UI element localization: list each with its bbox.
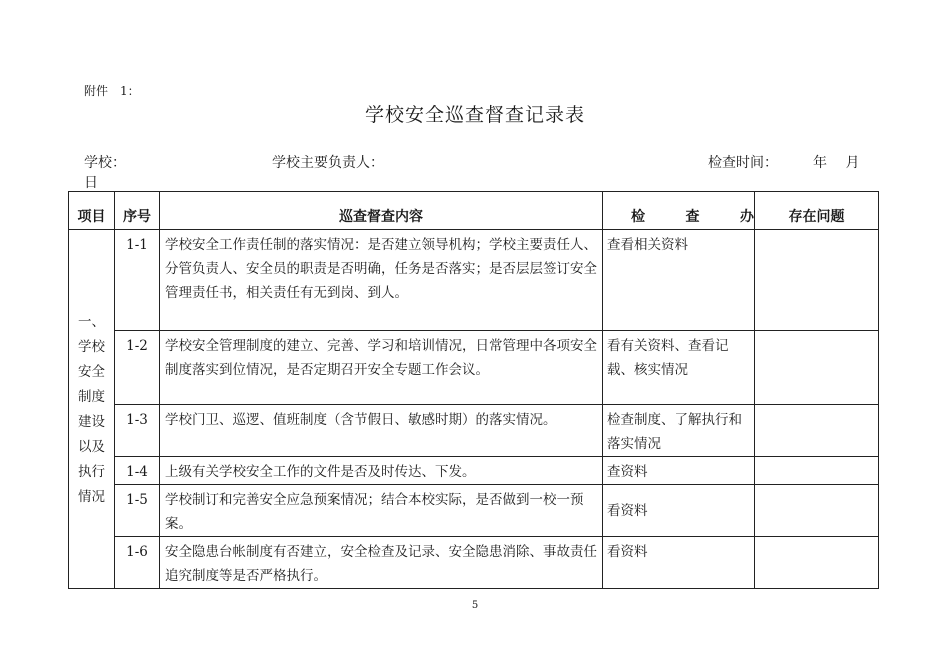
table-header-row xyxy=(69,192,879,230)
item-label-line: 制度 xyxy=(78,389,105,405)
row-content: 学校制订和完善安全应急预案情况；结合本校实际，是否做到一校一预案。 xyxy=(160,485,603,537)
item-label-line: 一、 xyxy=(78,314,105,330)
row-method: 检查制度、了解执行和落实情况 xyxy=(603,405,755,457)
row-number: 1-6 xyxy=(115,537,160,589)
row-method: 查资料 xyxy=(603,457,755,485)
row-number: 1-3 xyxy=(115,405,160,457)
row-issue[interactable] xyxy=(755,405,879,457)
header-issue: 存在问题 xyxy=(755,192,879,230)
school-label: 学校： xyxy=(84,155,126,171)
inspection-time-label: 检查时间： 年 月 xyxy=(708,155,860,171)
item-label-line: 建设 xyxy=(78,414,105,430)
row-issue[interactable] xyxy=(755,331,879,405)
row-issue[interactable] xyxy=(755,485,879,537)
inspection-record-table xyxy=(68,191,879,589)
item-label-line: 执行 xyxy=(78,464,105,480)
item-label-line: 学校 xyxy=(78,339,105,355)
table-row xyxy=(69,537,879,589)
row-number: 1-5 xyxy=(115,485,160,537)
table-row xyxy=(69,485,879,537)
table-row xyxy=(69,405,879,457)
row-issue[interactable] xyxy=(755,230,879,331)
table-row xyxy=(69,331,879,405)
row-content: 上级有关学校安全工作的文件是否及时传达、下发。 xyxy=(160,457,603,485)
item-category-cell xyxy=(69,230,115,589)
header-method xyxy=(603,192,755,230)
attachment-label: 附件 1： xyxy=(84,84,140,98)
row-content: 学校门卫、巡逻、值班制度（含节假日、敏感时期）的落实情况。 xyxy=(160,405,603,457)
row-number: 1-4 xyxy=(115,457,160,485)
item-label-line: 情况 xyxy=(78,489,105,505)
header-method-char: 检 xyxy=(631,209,645,225)
row-method: 看资料 xyxy=(603,485,755,537)
header-no: 序号 xyxy=(115,192,160,230)
header-content: 巡查督查内容 xyxy=(160,192,603,230)
row-number: 1-1 xyxy=(115,230,160,331)
table-row xyxy=(69,457,879,485)
header-method-char: 查 xyxy=(685,209,700,225)
row-content: 安全隐患台帐制度有否建立，安全检查及记录、安全隐患消除、事故责任追究制度等是否严格执行。 xyxy=(160,537,603,589)
row-number: 1-2 xyxy=(115,331,160,405)
row-issue[interactable] xyxy=(755,537,879,589)
row-content: 学校安全工作责任制的落实情况：是否建立领导机构；学校主要责任人、分管负责人、安全员的职责是否明确，任务是否落实；是否层层签订安全管理责任书，相关责任有无到岗、到人。 xyxy=(160,230,603,331)
row-content: 学校安全管理制度的建立、完善、学习和培训情况，日常管理中各项安全制度落实到位情况，是否定期召开安全专题工作会议。 xyxy=(160,331,603,405)
principal-label: 学校主要负责人： xyxy=(272,155,384,171)
row-method: 查看相关资料 xyxy=(603,230,755,331)
row-issue[interactable] xyxy=(755,457,879,485)
table-row xyxy=(69,230,879,331)
item-label-line: 以及 xyxy=(78,439,105,455)
inspection-day-label: 日 xyxy=(84,175,98,191)
page-number: 5 xyxy=(471,600,479,611)
header-method-char: 办 xyxy=(740,209,754,225)
header-item: 项目 xyxy=(69,192,115,230)
row-method: 看有关资料、查看记载、核实情况 xyxy=(603,331,755,405)
item-label-line: 安全 xyxy=(78,364,105,380)
page-title: 学校安全巡查督查记录表 xyxy=(364,104,585,126)
row-method: 看资料 xyxy=(603,537,755,589)
